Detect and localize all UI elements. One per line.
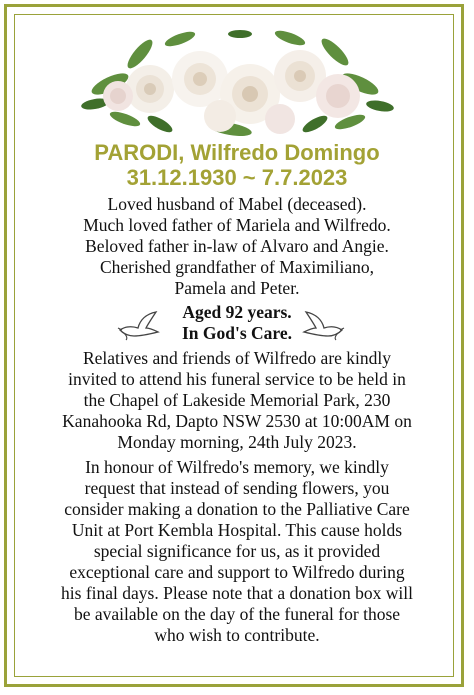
text-line: Monday morning, 24th July 2023. — [117, 432, 357, 452]
funeral-paragraph — [20, 348, 454, 453]
text-line: consider making a donation to the Palliative Care — [64, 499, 410, 519]
text-line: Relatives and friends of Wilfredo are kindly — [82, 348, 392, 368]
text-line: be available on the day of the funeral for those — [73, 604, 401, 624]
flower-garland — [80, 24, 394, 142]
family-paragraph — [20, 194, 454, 299]
deceased-name: PARODI, Wilfredo Domingo — [94, 140, 380, 165]
gods-care-line: In God's Care. — [181, 323, 293, 343]
text-line: special significance for us, as it provided — [93, 541, 381, 561]
text-line: Pamela and Peter. — [174, 278, 300, 298]
text-line: request that instead of sending flowers, you — [84, 478, 390, 498]
text-line: Kanahooka Rd, Dapto NSW 2530 at 10:00AM on — [62, 411, 412, 431]
life-dates: 31.12.1930 ~ 7.7.2023 — [126, 165, 348, 190]
text-line: In honour of Wilfredo's memory, we kindly — [85, 457, 389, 477]
text-line: Unit at Port Kembla Hospital. This cause holds — [71, 520, 403, 540]
text-line: invited to attend his funeral service to be held in — [68, 369, 406, 389]
text-line: Loved husband of Mabel (deceased). — [107, 194, 367, 214]
text-line: Cherished grandfather of Maximiliano, — [99, 257, 375, 277]
text-line: the Chapel of Lakeside Memorial Park, 230 — [83, 390, 391, 410]
text-line: Beloved father in-law of Alvaro and Angie. — [85, 236, 389, 256]
text-line: who wish to contribute. — [154, 625, 320, 645]
text-line: his final days. Please note that a donation box will — [61, 583, 413, 603]
text-line: exceptional care and support to Wilfredo during — [69, 562, 405, 582]
donation-paragraph — [20, 457, 454, 646]
text-line: Much loved father of Mariela and Wilfredo. — [83, 215, 391, 235]
age-line: Aged 92 years. — [182, 302, 292, 322]
